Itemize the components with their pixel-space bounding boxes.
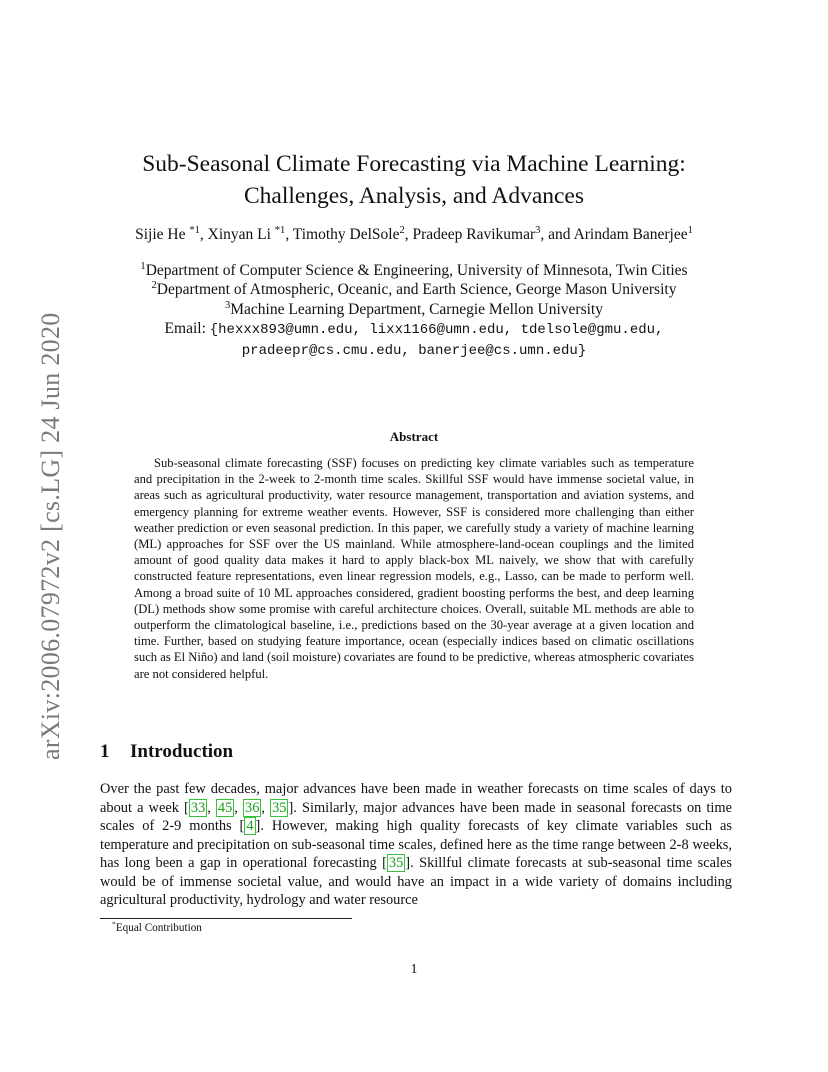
citation-link[interactable]: 36 [245,799,260,816]
footnote [112,919,202,934]
affiliation-line [0,300,828,319]
citation-link[interactable]: 4 [246,818,254,834]
intro-text: ]. Skillful climate forecasts at sub-seasonal time scales would be of immense societal value, and would have an impact in a wide variety of domains including agricultural productivity, hydrology and water resource [100,855,732,908]
citation-link[interactable]: 35 [388,855,404,871]
affiliation-mark: 1 [140,260,146,272]
abstract-heading: Abstract [389,429,439,444]
author-separator: , [199,226,208,243]
section-title: Introduction [130,741,234,762]
section-heading [100,741,233,763]
author-separator: , [285,226,293,243]
author-name: Arindam Banerjee [573,226,688,243]
affiliation-mark: 3 [224,299,231,311]
author-separator: , [404,226,413,243]
email-addresses-1: {hexxx893@umn.edu, lixx1166@umn.edu, tdelsole@gmu.edu, [209,321,664,338]
paper-title [0,148,828,212]
email-line [0,319,828,340]
introduction-paragraph [100,780,732,910]
author-name: Timothy DelSole [292,226,400,243]
footnote-text: Equal Contribution [115,922,202,934]
title-line-2: Challenges, Analysis, and Advances [243,183,585,209]
affiliation-mark: 2 [151,280,157,292]
author-name: Xinyan Li [207,226,271,243]
intro-text: , [207,799,216,816]
author-affiliation-mark: 1 [687,224,693,236]
author-name: Sijie He [135,226,186,243]
affiliation-line [0,280,828,299]
intro-text: , [261,799,271,816]
affiliation-line [0,261,828,280]
page-number: 1 [410,962,418,977]
author-affiliation-mark: 2 [399,224,405,236]
affiliation-text: Department of Atmospheric, Oceanic, and Earth Science, George Mason University [156,281,677,299]
author-name: Pradeep Ravikumar [412,226,536,243]
intro-text: ]. Similarly, major advances have been made in seasonal forecasts on time scales of 2-9 months [ [100,799,733,834]
author-list [0,226,828,244]
affiliation-text: Machine Learning Department, Carnegie Mellon University [230,300,603,318]
citation-link[interactable]: 35 [272,799,287,816]
affiliation-text: Department of Computer Science & Engineering, University of Minnesota, Twin Cities [145,262,688,279]
intro-text: ]. However, making high quality forecasts of key climate variables such as temperature and precipitation on sub-seasonal time scales, defined here as the time range between 2-8 weeks, has long been a gap in operational forecasting [ [100,818,732,871]
email-label: Email: [164,319,210,337]
email-addresses-2: pradeepr@cs.cmu.edu, banerjee@cs.umn.edu} [241,343,587,360]
email-line-2 [0,340,828,361]
section-number: 1 [100,741,110,762]
affiliations [0,261,828,361]
citation-link[interactable]: 33 [190,799,206,816]
author-affiliation-mark: *1 [274,224,286,236]
author-separator: , and [540,226,574,243]
footnote-mark: * [112,919,116,929]
abstract-text: Sub-seasonal climate forecasting (SSF) focuses on predicting key climate variables such as temperature and precipitation in the 2-week to 2-month time scales. Skillful SSF would have immense societal value, in areas such as agricultural productivity, water resource management, transportation and aviation systems, and emergency planning for extreme weather events. However, SSF is considered more challenging than either weather prediction or even seasonal prediction. In this paper, we carefully study a variety of machine learning (ML) approaches for SSF over the US mainland. While atmosphere-land-ocean couplings and the limited amount of good quality data makes it hard to apply black-box ML naively, we show that with carefully constructed feature representations, even linear regression models, e.g., Lasso, can be made to perform well. Among a broad suite of 10 ML approaches considered, gradient boosting performs the best, and deep learning (DL) methods show some promise with careful architecture choices. Overall, suitable ML methods are able to outperform the climatological baseline, i.e., predictions based on the 30-year average at a given location and time. Further, based on studying feature importance, ocean (especially indices based on climatic oscillations such as El Niño) and land (soil moisture) covariates are found to be predictive, whereas atmospheric covariates are not considered helpful. [134,456,694,681]
citation-link[interactable]: 45 [217,799,233,816]
footnote-divider [100,918,352,919]
title-line-1: Sub-Seasonal Climate Forecasting via Machine Learning: [142,151,686,177]
intro-text: , [234,799,243,816]
author-affiliation-mark: 3 [535,224,541,236]
arxiv-identifier-stamp: arXiv:2006.07972v2 [cs.LG] 24 Jun 2020 [36,312,65,760]
author-affiliation-mark: *1 [189,224,200,236]
intro-text: Over the past few decades, major advances have been made in weather forecasts on time scales of days to about a week [ [100,781,732,816]
